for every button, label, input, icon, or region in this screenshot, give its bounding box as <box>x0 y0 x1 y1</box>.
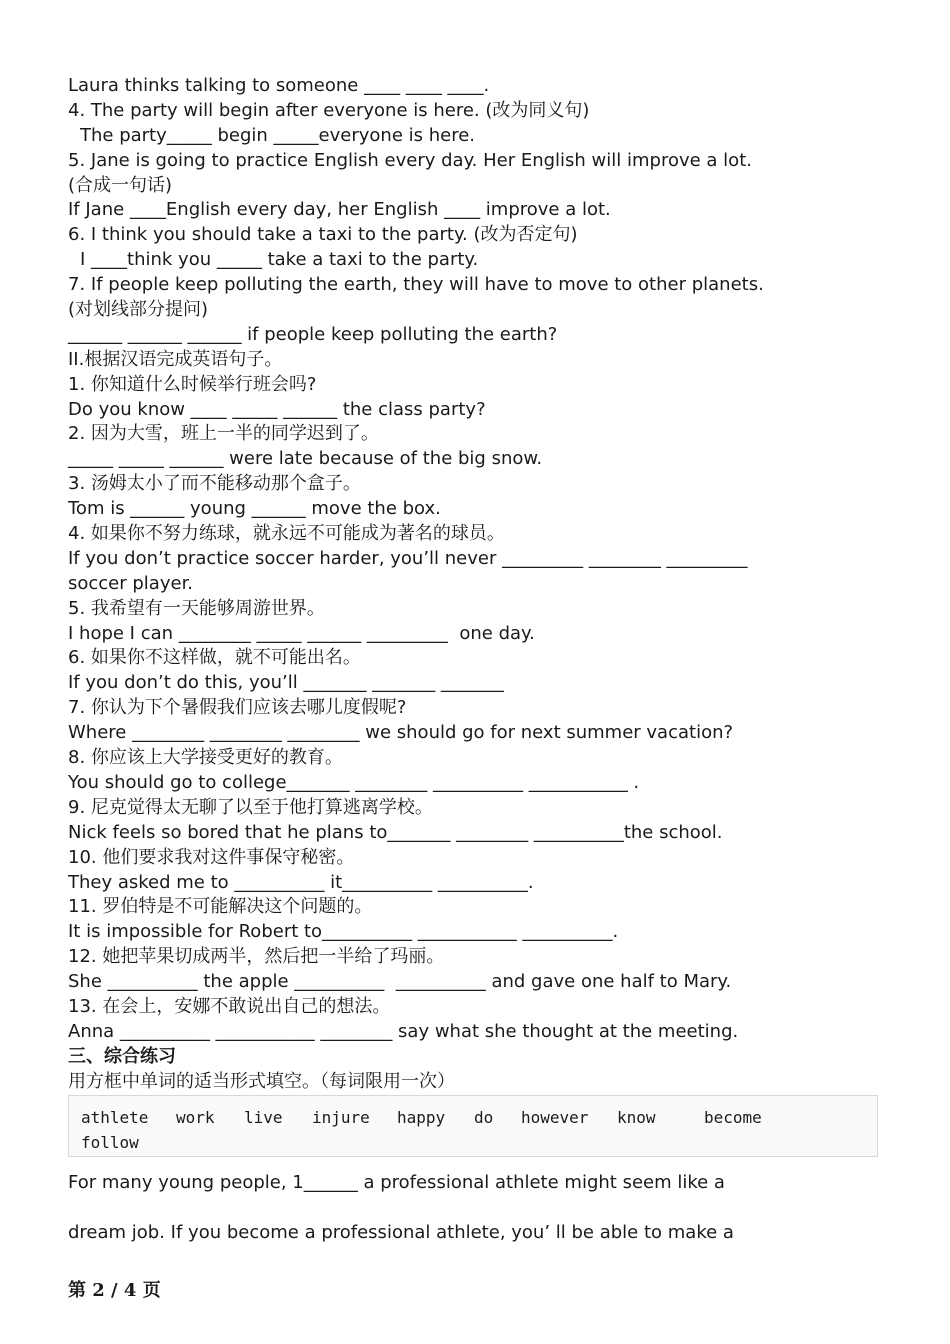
text-line: 4. The party will begin after everyone is here. (改为同义句) <box>68 99 590 121</box>
word-box-item: however <box>521 1108 589 1127</box>
word-box-item: work <box>176 1108 215 1127</box>
text-line: Laura thinks talking to someone ____ ____ ____. <box>68 75 490 96</box>
text-line: They asked me to __________ it__________ __________. <box>68 871 534 893</box>
text-line: 5. Jane is going to practice English every day. Her English will improve a lot. <box>68 149 752 171</box>
text-line: I ____think you _____ take a taxi to the party. <box>80 249 479 271</box>
text-line: If you don’t practice soccer harder, you’ll never _________ ________ _________ <box>68 547 748 569</box>
section-title: 三、综合练习 <box>68 1045 176 1067</box>
text-line: She __________ the apple __________ __________ and gave one half to Mary. <box>68 971 732 993</box>
text-line: 6. I think you should take a taxi to the party. (改为否定句) <box>68 224 578 246</box>
text-line: (对划线部分提问) <box>68 299 209 321</box>
word-box-item: become <box>704 1108 762 1127</box>
word-box-item: do <box>474 1108 494 1127</box>
text-line: (合成一句话) <box>68 174 173 196</box>
section-heading: II.根据汉语完成英语句子。 <box>68 348 283 370</box>
exercise-text <box>68 74 888 1095</box>
text-line: I hope I can ________ _____ ______ _________ one day. <box>68 622 535 644</box>
word-box-item: injure <box>312 1108 370 1127</box>
word-box-item: follow <box>81 1133 139 1152</box>
text-line: 5. 我希望有一天能够周游世界。 <box>68 597 325 619</box>
text-line: It is impossible for Robert to__________ ___________ __________. <box>68 921 619 943</box>
text-line: 3. 汤姆太小了而不能移动那个盒子。 <box>68 473 361 495</box>
word-box-item: happy <box>397 1108 446 1127</box>
text-line: 6. 如果你不这样做，就不可能出名。 <box>68 647 361 669</box>
text-line: Do you know ____ _____ ______ the class party? <box>68 398 486 420</box>
text-line: 1. 你知道什么时候举行班会吗? <box>68 373 317 395</box>
text-line: _____ _____ ______ were late because of the big snow. <box>68 448 543 470</box>
text-line: You should go to college_______ ________ __________ ___________ . <box>68 771 640 793</box>
passage-line: dream job. If you become a professional athlete, you’ ll be able to make a <box>68 1222 734 1243</box>
word-box-item: athlete <box>81 1108 149 1127</box>
text-line: If you don’t do this, you’ll _______ _______ _______ <box>68 672 504 694</box>
text-line: 4. 如果你不努力练球，就永远不可能成为著名的球员。 <box>68 523 505 545</box>
page-number: 第 2 / 4 页 <box>68 1280 161 1301</box>
text-line: 12. 她把苹果切成两半，然后把一半给了玛丽。 <box>68 946 445 968</box>
text-line: 8. 你应该上大学接受更好的教育。 <box>68 747 343 769</box>
text-line: Where ________ ________ ________ we should go for next summer vacation? <box>68 722 734 744</box>
word-box <box>68 1095 878 1157</box>
text-line: The party_____ begin _____everyone is here. <box>80 124 475 146</box>
text-line: Nick feels so bored that he plans to_______ ________ __________the school. <box>68 821 723 843</box>
text-line: Anna __________ ___________ ________ say what she thought at the meeting. <box>68 1020 739 1042</box>
text-line: 11. 罗伯特是不可能解决这个问题的。 <box>68 896 373 918</box>
text-line: 10. 他们要求我对这件事保守秘密。 <box>68 846 355 868</box>
text-line: ______ ______ ______ if people keep polluting the earth? <box>68 323 558 345</box>
passage-line: For many young people, 1______ a professional athlete might seem like a <box>68 1172 725 1193</box>
word-box-item: know <box>617 1108 656 1127</box>
text-line: 7. 你认为下个暑假我们应该去哪儿度假呢? <box>68 697 407 719</box>
text-line: soccer player. <box>68 572 194 594</box>
text-line: 2. 因为大雪，班上一半的同学迟到了。 <box>68 423 379 445</box>
text-line: If Jane ____English every day, her English ____ improve a lot. <box>68 199 611 221</box>
text-line: Tom is ______ young ______ move the box. <box>68 498 441 520</box>
instruction: 用方框中单词的适当形式填空。（每词限用一次） <box>68 1070 455 1092</box>
text-line: 9. 尼克觉得太无聊了以至于他打算逃离学校。 <box>68 796 433 818</box>
text-line: 7. If people keep polluting the earth, they will have to move to other planets. <box>68 274 764 296</box>
word-box-item: live <box>244 1108 283 1127</box>
text-line: 13. 在会上，安娜不敢说出自己的想法。 <box>68 995 391 1017</box>
